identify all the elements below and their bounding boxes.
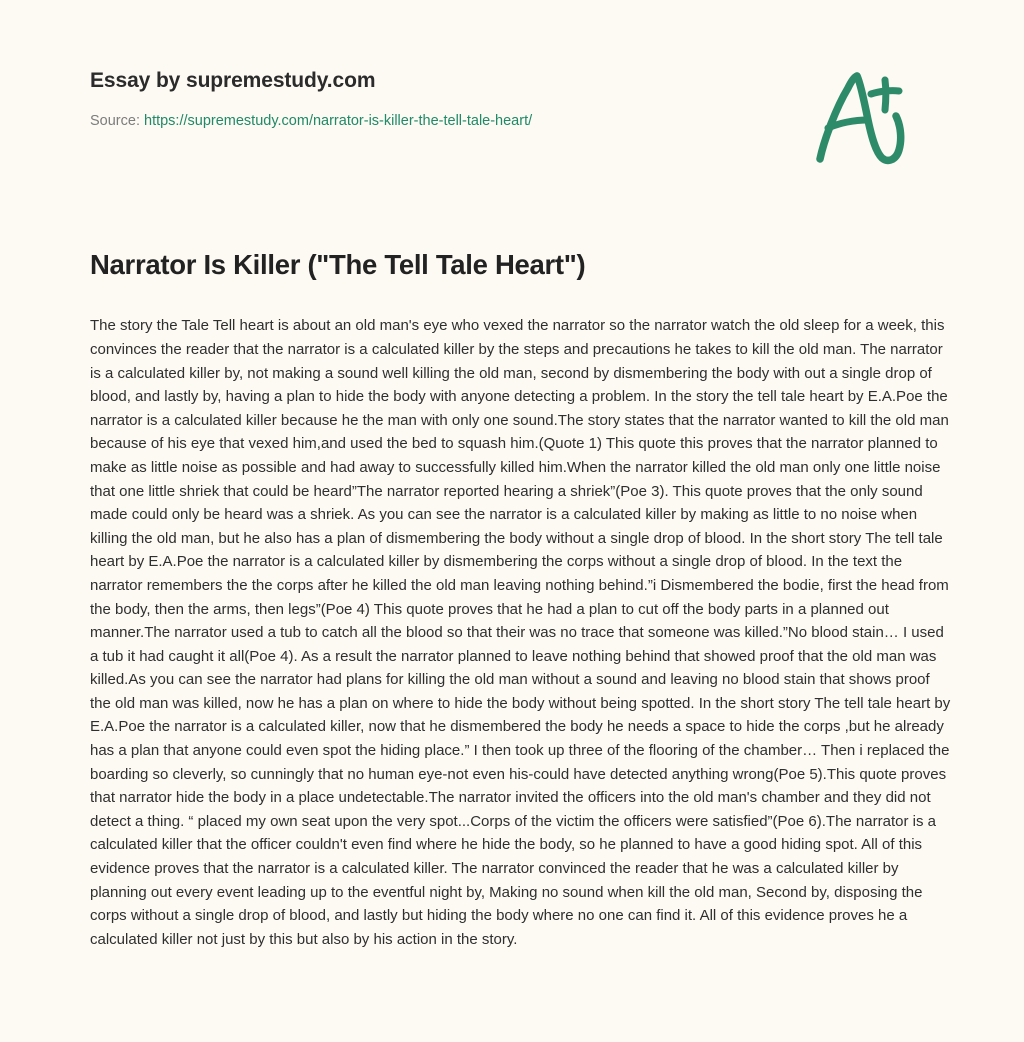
page-title: Narrator Is Killer ("The Tell Tale Heart") xyxy=(90,249,586,280)
essay-paragraph: The story the Tale Tell heart is about an old man's eye who vexed the narrator so the narrator watch the old sleep for a week, this convinces the reader that the narrator is a calculated killer by the steps and precautions he takes to kill the old man. The narrator is a calculated killer by, not making a sound well killing the old man, second by dismembering the body with out a single drop of blood, and lastly by, having a plan to hide the body with anyone detecting a problem. In the story the tell tale heart by E.A.Poe the narrator is a calculated killer because he the man with only one sound.The story states that the narrator wanted to kill the old man because of his eye that vexed him,and used the bed to squash him.(Quote 1) This quote this proves that the narrator planned to make as little noise as possible and had away to successfully killed him.When the narrator killed the old man only one little noise that one little shriek that could be heard”The narrator reported hearing a shriek”(Poe 3). This quote proves that the only sound made could only be heard was a shriek. As you can see the narrator is a calculated killer by making as little to no noise when killing the old man, but he also has a plan of dismembering the body without a single drop of blood. In the short story The tell tale heart by E.A.Poe the narrator is a calculated killer by dismembering the corps without a single drop of blood. In the text the narrator remembers the the corps after he killed the old man leaving nothing behind.”i Dismembered the bodie, first the head from the body, then the arms, then legs”(Poe 4) This quote proves that he had a plan to cut off the body parts in a planned out manner.The narrator used a tub to catch all the blood so that their was no trace that someone was killed.”No blood stain… I used a tub it had caught it all(Poe 4). As a result the narrator planned to leave nothing behind that showed proof that the old man was killed.As you can see the narrator had plans for killing the old man without a sound and leaving no blood stain that shows proof the old man was killed, now he has a plan on where to hide the body without being spotted. In the short story The tell tale heart by E.A.Poe the narrator is a calculated killer, now that he dismembered the body he needs a space to hide the corps ,but he already has a plan that anyone could even spot the hiding place.” I then took up three of the flooring of the chamber… Then i replaced the boarding so cleverly, so cunningly that no human eye-not even his-could have detected anything wrong(Poe 5).This quote proves that narrator hide the body in a place undetectable.The narrator invited the officers into the old man's chamber and they did not detect a thing. “ placed my own seat upon the very spot...Corps of the victim the officers were satisfied”(Poe 6).The narrator is a calculated killer that the officer couldn't even find where he hide the body, so he planned to have a good hiding spot. All of this evidence proves that the narrator is a calculated killer. The narrator convinced the reader that he was a calculated killer by planning out every event leading up to the eventful night by, Making no sound when kill the old man, Second by, disposing the corps without a single drop of blood, and lastly but hiding the body where no one can find it. All of this evidence proves he a calculated killer not just by this but also by his action in the story. xyxy=(90,317,951,948)
source-line xyxy=(90,112,730,131)
document-header xyxy=(0,0,1024,200)
brand-title: Essay by supremestudy.com xyxy=(90,69,376,92)
source-label: Source: xyxy=(90,113,144,130)
article-container xyxy=(90,248,952,951)
essay-body xyxy=(90,314,952,951)
a-plus-logo-glyph xyxy=(806,66,912,170)
a-plus-logo-icon xyxy=(806,66,912,170)
brand-block xyxy=(90,68,730,131)
source-url-link[interactable]: https://supremestudy.com/narrator-is-killer-the-tell-tale-heart/ xyxy=(144,113,533,130)
